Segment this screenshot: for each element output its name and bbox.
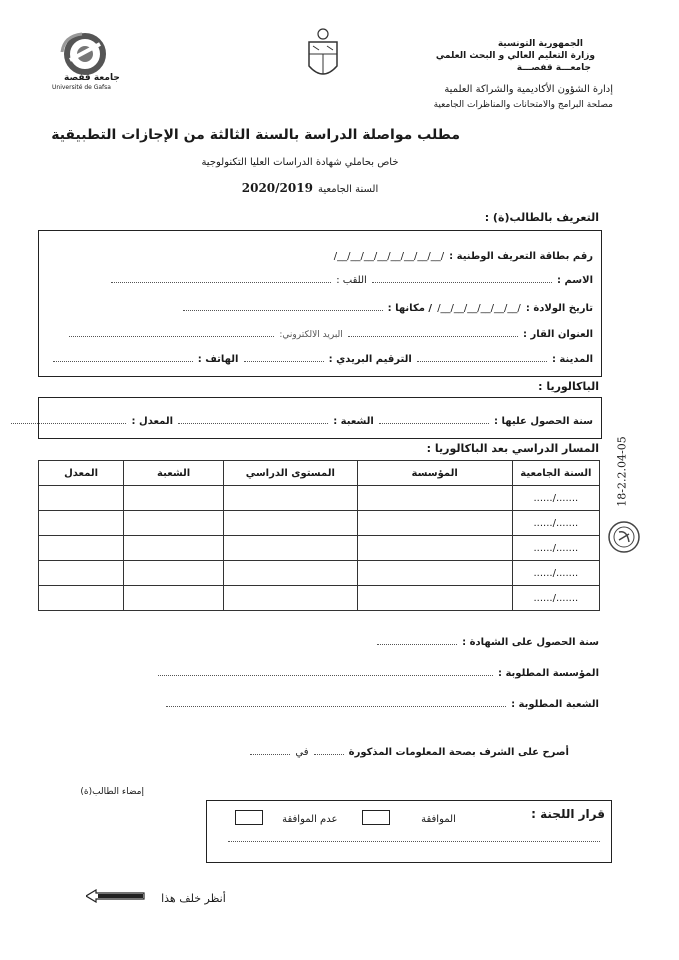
col-academic-year: السنة الجامعية [512,461,599,486]
table-row [39,561,600,586]
service-name: مصلحة البرامج والامتحانات والمناظرات الجامعية [433,100,613,110]
bac-branch-label: الشعبة : [333,416,374,427]
committee-notes-input[interactable] [228,832,600,842]
see-back-row [86,887,226,907]
row-branch-cell[interactable] [124,486,224,511]
surname-label: اللقب : [336,275,367,286]
approve-label: الموافقة [421,814,456,825]
row-institution-cell[interactable] [357,511,512,536]
university-logo [50,30,120,92]
city-label: المدينة : [551,354,593,365]
path-table [38,460,600,611]
col-average: المعدل [39,461,124,486]
bac-heading: الباكالوريا : [538,380,599,393]
department-name: إدارة الشؤون الأكاديمية والشراكة العلمية [444,84,613,95]
row-year-cell[interactable]: ......./...... [512,561,599,586]
approve-checkbox[interactable] [362,810,390,825]
declaration-row [250,740,569,759]
name-input[interactable] [372,273,552,283]
header-right [383,38,595,75]
row-average-cell[interactable] [39,511,124,536]
requested-branch-input[interactable] [166,697,506,707]
bac-average-label: المعدل : [131,416,174,427]
row-level-cell[interactable] [224,561,357,586]
bac-year-label: سنة الحصول عليها : [494,416,593,427]
row-branch-cell[interactable] [124,536,224,561]
row-level-cell[interactable] [224,536,357,561]
table-row [39,511,600,536]
requested-branch-label: الشعبة المطلوبة : [511,699,599,710]
see-back-text: أنظر خلف هذا [161,892,226,905]
row-average-cell[interactable] [39,536,124,561]
email-label: البريد الالكتروني: [279,330,343,340]
row-branch-cell[interactable] [124,561,224,586]
requested-branch-row [166,692,599,711]
identification-heading: التعريف بالطالب(ة) : [484,211,599,224]
approve-option [362,807,456,826]
cin-row [334,244,593,263]
declaration-date-input[interactable] [250,745,290,755]
col-branch: الشعبة [124,461,224,486]
row-year-cell[interactable]: ......./...... [512,511,599,536]
academic-year-value: 2020/2019 [241,181,313,195]
birth-date-input[interactable]: /__/__/__/__/__/__/ [437,303,521,314]
path-table-header [39,461,600,486]
name-label: الاسم : [556,275,593,286]
col-level: المستوى الدراسي [224,461,357,486]
requested-institution-label: المؤسسة المطلوبة : [498,668,599,679]
table-row [39,586,600,611]
address-row [69,322,593,341]
cin-input[interactable]: /__/__/__/__/__/__/__/__/ [333,251,445,262]
bac-row [11,409,593,428]
row-institution-cell[interactable] [357,486,512,511]
row-average-cell[interactable] [39,561,124,586]
birth-place-input[interactable] [183,301,383,311]
row-institution-cell[interactable] [357,561,512,586]
form-subtitle: خاص بحاملي شهادة الدراسات العليا التكنولوجية [201,157,399,168]
row-institution-cell[interactable] [357,586,512,611]
col-institution: المؤسسة [357,461,512,486]
republic-name: الجمهورية التونسية [497,39,583,49]
certification-stamp-icon [607,520,641,554]
city-row [53,347,593,366]
university-name: جامعـــة قفصـــة [516,63,591,73]
row-average-cell[interactable] [39,486,124,511]
logo-text-latin: Université de Gafsa [52,84,111,91]
requested-institution-row [158,661,599,680]
logo-text-arabic: جامعة قفصة [64,73,120,83]
email-input[interactable] [69,327,274,337]
address-label: العنوان القار : [523,329,593,340]
row-level-cell[interactable] [224,486,357,511]
cin-label: رقم بطاقة التعريف الوطنية : [449,251,593,262]
diploma-year-input[interactable] [377,635,457,645]
row-year-cell[interactable]: ......./...... [512,536,599,561]
row-level-cell[interactable] [224,511,357,536]
table-row [39,536,600,561]
row-year-cell[interactable]: ......./...... [512,586,599,611]
signature-label: إمضاء الطالب(ة) [80,787,144,797]
arrow-left-icon [86,888,146,907]
diploma-year-label: سنة الحصول على الشهادة : [462,637,599,648]
reject-label: عدم الموافقة [282,814,338,825]
phone-label: الهاتف : [197,354,239,365]
requested-institution-input[interactable] [158,666,493,676]
postal-input[interactable] [244,352,324,362]
tunisia-emblem-icon [303,26,343,84]
surname-input[interactable] [111,273,331,283]
reject-option [235,807,337,826]
bac-average-input[interactable] [11,414,126,424]
bac-year-input[interactable] [379,414,489,424]
academic-year [230,177,390,196]
phone-input[interactable] [53,352,193,362]
row-average-cell[interactable] [39,586,124,611]
declaration-in-label: في [295,747,309,758]
path-heading: المسار الدراسي بعد الباكالوريا : [426,442,599,455]
committee-label: قرار اللجنة : [531,807,605,821]
birth-row [183,296,594,315]
bac-branch-input[interactable] [178,414,328,424]
row-branch-cell[interactable] [124,586,224,611]
row-branch-cell[interactable] [124,511,224,536]
reject-checkbox[interactable] [235,810,263,825]
document-code: 18-2.2.04-05 [615,436,629,507]
academic-year-label: السنة الجامعية [318,184,379,195]
row-institution-cell[interactable] [357,536,512,561]
declaration-text: أصرح على الشرف بصحة المعلومات المذكورة [348,747,569,758]
row-year-cell[interactable]: ......./...... [512,486,599,511]
form-title: مطلب مواصلة الدراسة بالسنة الثالثة من الإجازات التطبيقية [51,127,460,143]
birth-date-label: تاريخ الولادة : [525,303,593,314]
table-row [39,486,600,511]
name-row [111,268,593,287]
address-input[interactable] [348,327,518,337]
ministry-name: وزارة التعليم العالي و البحث العلمي [435,51,595,61]
diploma-year-row [377,630,599,649]
postal-label: الترقيم البريدي : [328,354,412,365]
row-level-cell[interactable] [224,586,357,611]
birth-place-label: / مكانها : [387,303,433,314]
city-input[interactable] [417,352,547,362]
declaration-place-input[interactable] [314,745,344,755]
